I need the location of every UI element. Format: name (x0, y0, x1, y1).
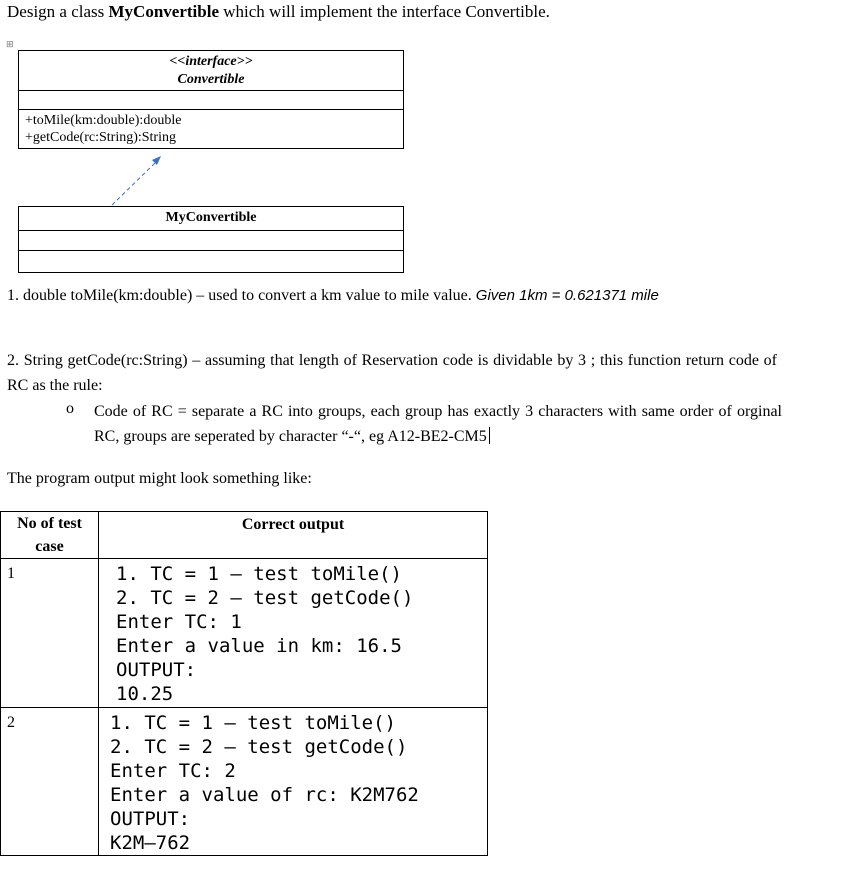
item1-text: 1. double toMile(km:double) – used to convert a km value to mile value. (7, 287, 476, 304)
title-suffix: which will implement the interface Convertible. (219, 2, 550, 21)
test-case-output (99, 708, 488, 856)
realization-line (112, 162, 156, 205)
bullet-rule-text (94, 399, 782, 449)
item-getcode-description: 2. String getCode(rc:String) – assuming that length of Reservation code is dividable by 3 ; this function return code of RC as the rule: (7, 352, 777, 394)
table-move-handle-icon[interactable]: ⊞ (6, 39, 14, 49)
text-cursor (489, 427, 490, 444)
output-line: 10.25 (116, 683, 174, 705)
bullet-marker-icon: o (66, 400, 74, 417)
uml-class-methods (19, 251, 403, 272)
output-intro: The program output might look something like: (7, 470, 312, 487)
item-tomile-description (7, 283, 787, 308)
output-line: K2M–762 (110, 832, 191, 854)
output-line: 2. TC = 2 – test getCode() (116, 587, 414, 609)
uml-class-box (18, 206, 404, 273)
bullet-text: Code of RC = separate a RC into groups, each group has exactly 3 characters with same order of orginal RC, groups are seperated by character “-“, eg A12-BE2-CM5 (94, 403, 782, 445)
table-row (1, 708, 488, 856)
uml-method: +getCode(rc:String):String (25, 130, 176, 145)
uml-class-attributes (19, 231, 403, 251)
uml-class-name: MyConvertible (19, 207, 403, 231)
arrowhead-icon (152, 156, 161, 165)
uml-stereotype: <<interface>> (169, 54, 253, 69)
output-line: Enter a value in km: 16.5 (116, 635, 402, 657)
test-case-table (0, 511, 488, 856)
uml-method: +toMile(km:double):double (25, 113, 182, 128)
output-line: 1. TC = 1 – test toMile() (116, 563, 402, 585)
test-case-number: 2 (1, 708, 99, 856)
title-class-name: MyConvertible (108, 2, 219, 21)
test-case-output (99, 559, 488, 708)
output-line: OUTPUT: (116, 659, 197, 681)
output-line: Enter a value of rc: K2M762 (110, 784, 419, 806)
output-line: Enter TC: 2 (110, 760, 236, 782)
output-line: OUTPUT: (110, 808, 191, 830)
output-line: 1. TC = 1 – test toMile() (110, 712, 396, 734)
table-header-row (1, 512, 488, 559)
uml-interface-name: Convertible (177, 72, 245, 87)
title-prefix: Design a class (7, 2, 109, 21)
output-line: 2. TC = 2 – test getCode() (110, 736, 408, 758)
test-case-number: 1 (1, 559, 99, 708)
item1-given: Given 1km = 0.621371 mile (475, 287, 659, 304)
header-test-case-no: No of test case (1, 512, 99, 559)
output-line: Enter TC: 1 (116, 611, 242, 633)
table-row (1, 559, 488, 708)
header-correct-output: Correct output (99, 512, 488, 559)
